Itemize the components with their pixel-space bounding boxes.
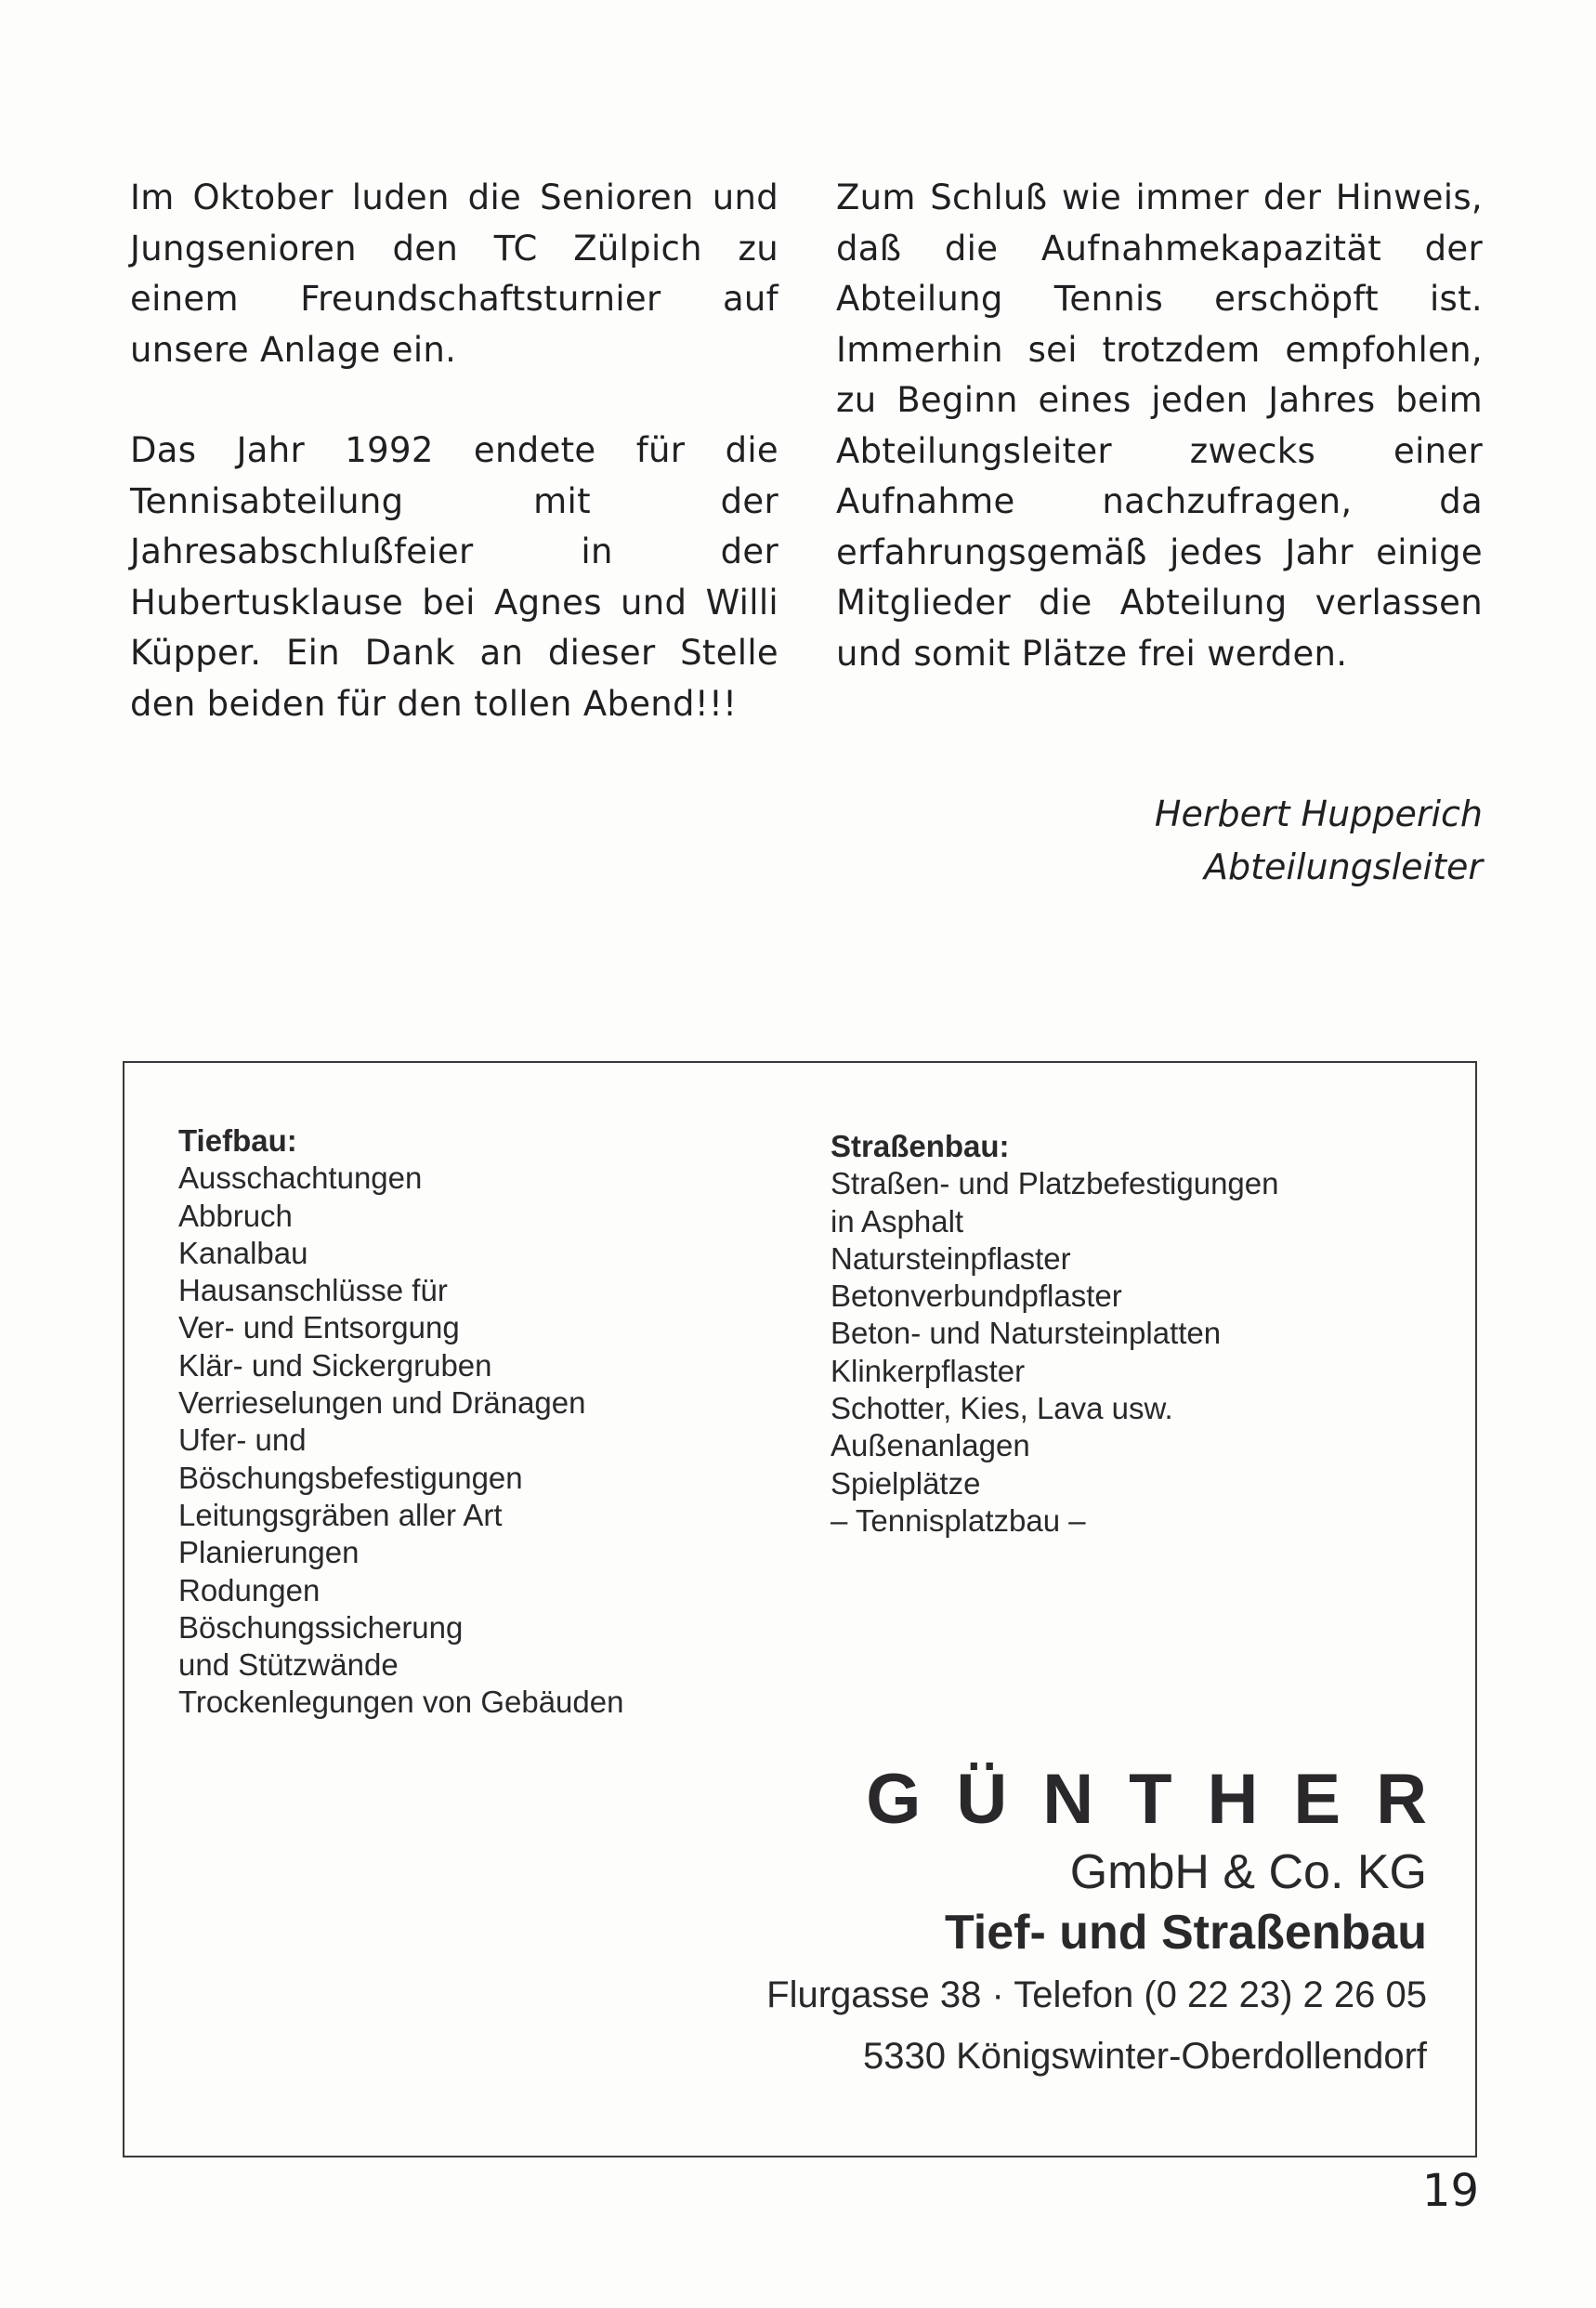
article-column-right	[836, 173, 1483, 679]
service-item: Ver- und Entsorgung	[178, 1310, 460, 1345]
service-item: Klär- und Sickergruben	[178, 1347, 492, 1383]
service-item: Abbruch	[178, 1198, 293, 1233]
article-column-left	[130, 173, 778, 729]
service-item: Betonverbundpflaster	[831, 1279, 1122, 1314]
service-item: Schotter, Kies, Lava usw.	[831, 1391, 1173, 1426]
page-number: 19	[1421, 2165, 1479, 2217]
service-item: Trockenlegungen von Gebäuden	[178, 1685, 624, 1720]
service-item: Kanalbau	[178, 1235, 308, 1270]
service-item: Leitungsgräben aller Art	[178, 1497, 503, 1532]
service-item: Planierungen	[178, 1535, 360, 1570]
article-paragraph: Das Jahr 1992 endete für die Tennisabteilung mit der Jahresabschlußfeier in der Hubertusklause bei Agnes und Willi Küpper. Ein Dank an dieser Stelle den beiden für den tollen Abend!!!	[130, 430, 778, 724]
service-item: Böschungssicherung	[178, 1609, 464, 1645]
service-item: Verrieselungen und Dränagen	[178, 1385, 586, 1421]
tiefbau-items	[178, 1160, 623, 1721]
service-item: Natursteinpflaster	[831, 1240, 1071, 1276]
service-item: Straßen- und Platzbefestigungen	[831, 1166, 1279, 1201]
service-item: und Stützwände	[178, 1647, 399, 1683]
service-item: in Asphalt	[831, 1203, 964, 1239]
company-address: Flurgasse 38 · Telefon (0 22 23) 2 26 05	[766, 1974, 1427, 2015]
company-block	[766, 1758, 1462, 2087]
company-name: GÜNTHER	[866, 1760, 1462, 1839]
service-item: Außenanlagen	[831, 1428, 1030, 1463]
service-item: Spielplätze	[831, 1465, 981, 1501]
company-legal-form: GmbH & Co. KG	[1069, 1845, 1427, 1899]
service-item: – Tennisplatzbau –	[831, 1502, 1086, 1538]
service-item: Klinkerpflaster	[831, 1353, 1026, 1388]
company-city: 5330 Königswinter-Oberdollendorf	[862, 2036, 1427, 2077]
strassenbau-list	[831, 1128, 1278, 1540]
signature-role: Abteilungsleiter	[1204, 846, 1483, 887]
tiefbau-list	[178, 1122, 623, 1722]
strassenbau-items	[831, 1165, 1278, 1540]
tiefbau-heading: Tiefbau:	[178, 1123, 297, 1158]
service-item: Beton- und Natursteinplatten	[831, 1316, 1222, 1351]
service-item: Rodungen	[178, 1572, 321, 1607]
strassenbau-heading: Straßenbau:	[831, 1129, 1010, 1163]
signature-block	[1155, 788, 1483, 894]
service-item: Ausschachtungen	[178, 1161, 423, 1196]
article-paragraph: Zum Schluß wie immer der Hinweis, daß die Aufnahmekapazität der Abteilung Tennis erschöpft ist. Immerhin sei trotzdem empfohlen, zu Beginn eines jeden Jahres beim Abteilungsleiter zwecks einer Aufnahme nachzufragen, da erfahrungsgemäß jedes Jahr einige Mitglieder die Abteilung verlassen und somit Plätze frei werden.	[836, 177, 1483, 674]
service-item: Hausanschlüsse für	[178, 1273, 448, 1308]
service-item: Böschungsbefestigungen	[178, 1460, 523, 1495]
advertisement-box	[123, 1061, 1477, 2157]
company-trade: Tief- und Straßenbau	[944, 1906, 1427, 1960]
article-paragraph: Im Oktober luden die Senioren und Jungsenioren den TC Zülpich zu einem Freundschaftsturnier auf unsere Anlage ein.	[130, 177, 778, 370]
service-item: Ufer- und	[178, 1423, 307, 1458]
signature-name: Herbert Hupperich	[1154, 793, 1483, 834]
